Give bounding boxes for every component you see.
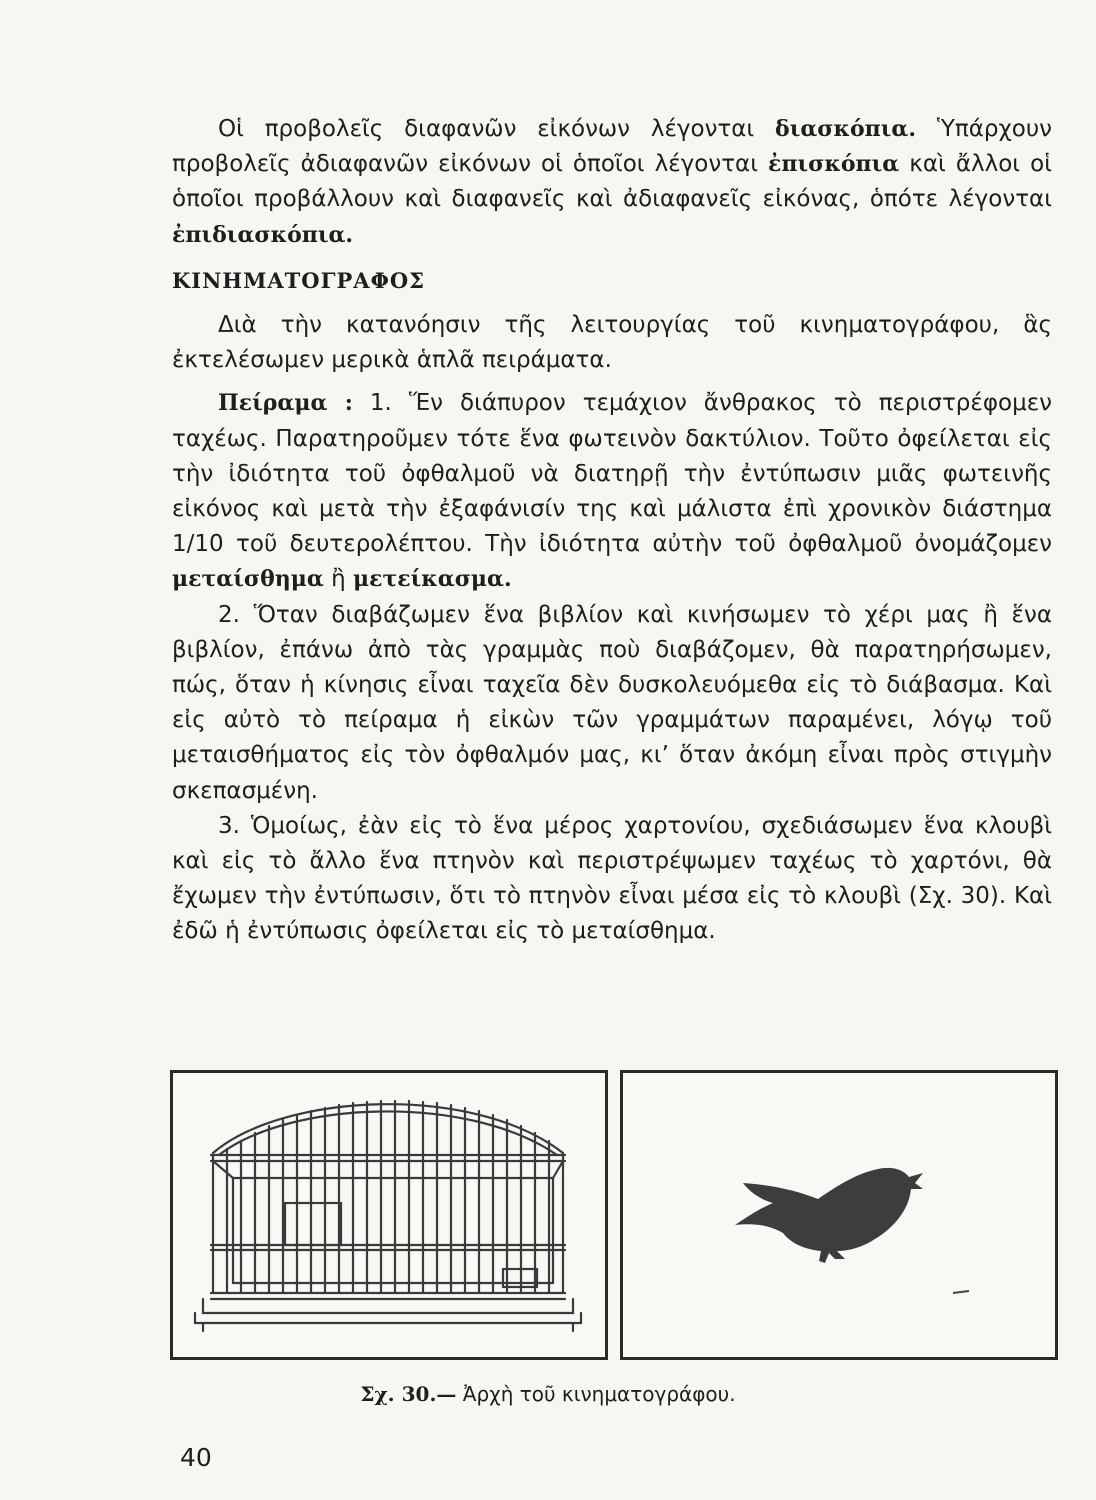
bird-silhouette [735,1168,923,1263]
section-title: ΚΙΝΗΜΑΤΟΓΡΑΦΟΣ [172,267,425,293]
term-metaisthima: μεταίσθημα [172,566,324,593]
birdcage-drawing [173,1073,605,1357]
term-epidiaskopia: ἐπιδιασκόπια. [172,221,354,248]
experiment-1 [172,386,1052,597]
experiment-1-or: ἢ [323,566,353,593]
figure-caption-text: Ἀρχὴ τοῦ κινηματογράφου. [456,1382,736,1406]
experiment-3: 3. Ὁμοίως, ἐὰν εἰς τὸ ἕνα μέρος χαρτονίου, σχεδιάσωμεν ἕνα κλουβὶ καὶ εἰς τὸ ἄλλο ἕνα πτηνὸν καὶ περιστρέψωμεν ταχέως τὸ χαρτόνι, θὰ ἔχωμεν τὴν ἐντύπωσιν, ὅτι τὸ πτηνὸν εἶναι μέσα εἰς τὸ κλουβὶ (Σχ. 30). Καὶ ἐδῶ ἡ ἐντύπωσις ὀφείλεται εἰς τὸ μεταίσθημα. [172,812,1052,945]
figure-bird-panel [620,1070,1058,1360]
paragraph-1: Διὰ τὴν κατανόησιν τῆς λειτουργίας τοῦ κινηματογράφου, ἃς ἐκτελέσωμεν μερικὰ ἁπλᾶ πειράματα. [172,312,1052,374]
bird-drawing [623,1073,1055,1357]
figure-cage-panel [170,1070,608,1360]
term-meteikasma: μετείκασμα. [352,566,512,593]
term-episkopia: ἐπισκόπια [768,151,900,178]
intro-text-1: Οἱ προβολεῖς διαφανῶν εἰκόνων λέγονται [218,116,776,142]
experiment-1-text: 1. Ἕν διάπυρον τεμάχιον ἄνθρακος τὸ περιστρέφομεν ταχέως. Παρατηροῦμεν τότε ἕνα φωτεινὸν δακτύλιον. Τοῦτο ὀφείλεται εἰς τὴν ἰδιότητα τοῦ ὀφθαλμοῦ νὰ διατηρῇ τὴν ἐντύπωσιν μιᾶς φωτεινῆς εἰκόνος καὶ μετὰ τὴν ἐξαφάνισίν της καὶ μάλιστα ἐπὶ χρονικὸν διάστημα 1/10 τοῦ δευτερολέπτου. Τὴν ἰδιότητα αὐτὴν τοῦ ὀφθαλμοῦ ὀνομάζομεν [172,390,1052,558]
experiment-2: 2. Ὅταν διαβάζωμεν ἕνα βιβλίον καὶ κινήσωμεν τὸ χέρι μας ἢ ἕνα βιβλίον, ἐπάνω ἀπὸ τὰς γραμμὰς ποὺ διαβάζομεν, θὰ παρατηρήσωμεν, πώς, ὅταν ἡ κίνησις εἶναι ταχεῖα δὲν δυσκολευόμεθα εἰς τὸ διάβασμα. Καὶ εἰς αὐτὸ τὸ πείραμα ἡ εἰκὼν τῶν γραμμάτων παραμένει, λόγῳ τοῦ μεταισθήματος εἰς τὸν ὀφθαλμόν μας, κι’ ὅταν ἀκόμη εἶναι πρὸς στιγμὴν σκεπασμένη. [172,601,1052,804]
intro-text-2: Ὑπάρχουν προβολεῖς ἀδιαφανῶν εἰκόνων οἱ ὁποῖοι λέγονται [172,116,1052,178]
intro-paragraph [172,112,1052,253]
figure-caption [0,1382,1096,1406]
body-text [172,112,1052,950]
figure-label: Σχ. 30.— [360,1382,457,1406]
term-diaskopia: διασκόπια. [775,116,917,142]
intro-text-3: καὶ ἄλλοι οἱ ὁποῖοι προβάλλουν καὶ διαφανεῖς καὶ ἀδιαφανεῖς εἰκόνας, ὁπότε λέγονται [172,151,1052,213]
experiment-label: Πείραμα : [218,390,353,417]
page-number: 40 [180,1443,212,1472]
